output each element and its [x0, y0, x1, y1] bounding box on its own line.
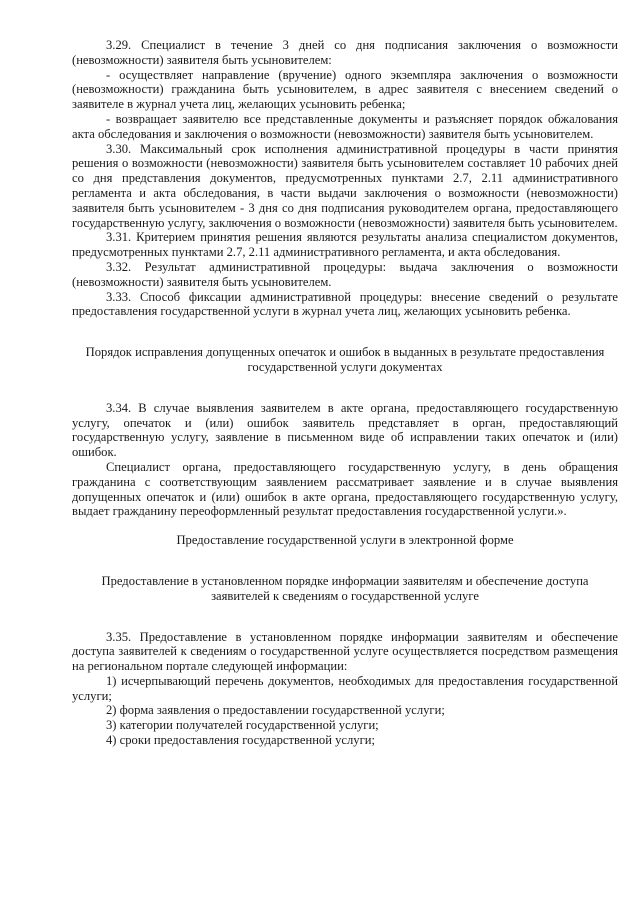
- list-item: 3) категории получателей государственной услуги;: [106, 718, 379, 733]
- paragraph-3-34: 3.34. В случае выявления заявителем в акте органа, предоставляющего государственную услугу, опечаток и (или) ошибок заявитель представляет в орган, предоставляющий государственную услугу, заявление в письменном виде об исправлении таких опечаток и (или) ошибок.: [72, 400, 618, 460]
- paragraph-3-31: 3.31. Критерием принятия решения являются результаты анализа специалистом документов, предусмотренных пунктами 2.7, 2.11 административного регламента, и акта обследования.: [72, 230, 618, 260]
- paragraph-3-29-item-b: - возвращает заявителю все представленные документы и разъясняет порядок обжалования акта обследования и заключения о возможности (невозможности) заявителя быть усыновителем.: [72, 111, 618, 141]
- section-heading-info: Предоставление в установленном порядке информации заявителям и обеспечение доступа заявителей к сведениям о государственной услуге: [101, 573, 589, 603]
- paragraph-3-30: 3.30. Максимальный срок исполнения административной процедуры в части принятия решения о возможности (невозможности) заявителя быть усыновителем составляет 10 рабочих дней со дня представления документов, предусмотренных пунктами 2.7, 2.11 административного регламента и акта обследования, в части выдачи заключения о возможности (невозможности) заявителя быть усыновителем - 3 дня со дня подписания руководителем органа, предоставляющего государственную услугу, заключения о возможности (невозможности) заявителя быть усыновителем.: [72, 141, 618, 230]
- document-page: [72, 38, 618, 748]
- paragraph-3-34-specialist: Специалист органа, предоставляющего государственную услугу, в день обращения гражданина с соответствующим заявлением рассматривает заявление и в случае выявления допущенных опечаток и (или) ошибок в акте органа, предоставляющего государственную услугу, выдает гражданину переоформленный результат предоставления государственной услуги.».: [72, 459, 618, 519]
- list-item: 4) сроки предоставления государственной услуги;: [106, 733, 375, 748]
- list-item: 1) исчерпывающий перечень документов, необходимых для предоставления государственной услуги;: [72, 673, 618, 703]
- section-heading-electronic: Предоставление государственной услуги в электронной форме: [176, 533, 514, 548]
- paragraph-3-35: 3.35. Предоставление в установленном порядке информации заявителям и обеспечение доступа заявителей к сведениям о государственной услуге осуществляется посредством размещения на региональном портале следующей информации:: [72, 629, 618, 674]
- paragraph-3-32: 3.32. Результат административной процедуры: выдача заключения о возможности (невозможности) заявителя быть усыновителем.: [72, 259, 618, 289]
- paragraph-3-29: 3.29. Специалист в течение 3 дней со дня подписания заключения о возможности (невозможности) заявителя быть усыновителем:: [72, 38, 618, 67]
- list-item: 2) форма заявления о предоставлении государственной услуги;: [106, 703, 445, 718]
- section-heading-errors: Порядок исправления допущенных опечаток и ошибок в выданных в результате предоставления государственной услуги документах: [85, 345, 605, 374]
- paragraph-3-29-item-a: - осуществляет направление (вручение) одного экземпляра заключения о возможности (невозможности) гражданина быть усыновителем, в адрес заявителя с внесением сведений о заявителе в журнал учета лиц, желающих усыновить ребенка;: [72, 67, 618, 112]
- paragraph-3-33: 3.33. Способ фиксации административной процедуры: внесение сведений о результате предоставления государственной услуги в журнал учета лиц, желающих усыновить ребенка.: [72, 289, 618, 319]
